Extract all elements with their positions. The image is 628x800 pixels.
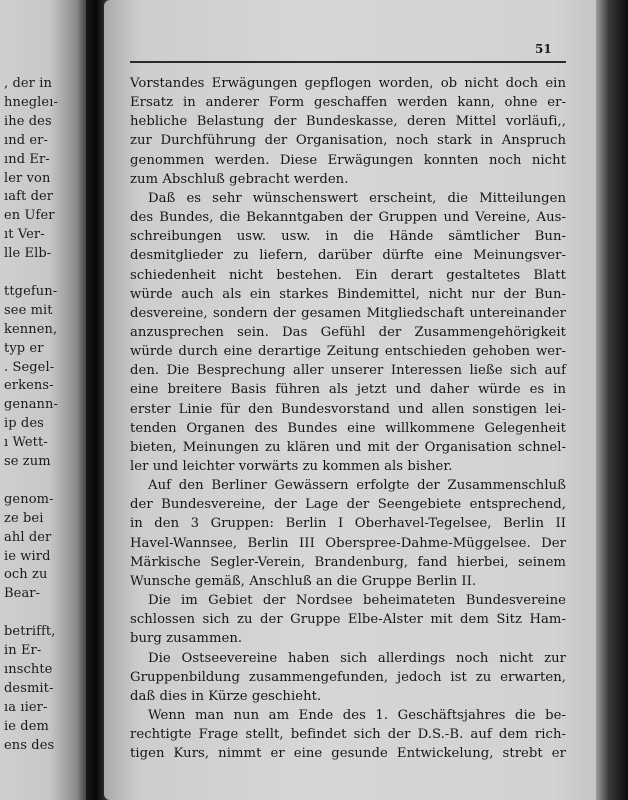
left-page-line: genom- bbox=[4, 491, 54, 507]
left-page-line: ıt Ver- bbox=[4, 227, 45, 243]
left-page-line: ınschte bbox=[4, 661, 53, 677]
text-line: in den 3 Gruppen: Berlin I Oberhavel-Tegelsee, Berlin II bbox=[130, 516, 566, 532]
left-page-line: ıaft der bbox=[4, 189, 54, 205]
left-page-line: ip des bbox=[4, 416, 44, 432]
text-line: desvereine, sondern der gesamen Mitgliedschaft untereinander bbox=[130, 305, 566, 321]
text-line: erster Linie für den Bundesvorstand und allen sonstigen lei- bbox=[130, 401, 566, 417]
text-line: Die im Gebiet der Nordsee beheimateten Bundesvereine bbox=[148, 593, 566, 609]
left-page-line: se zum bbox=[4, 454, 51, 469]
left-page-line: ihe des bbox=[4, 113, 52, 129]
text-line: Wunsche gemäß, Anschluß an die Gruppe Berlin II. bbox=[130, 573, 477, 589]
left-page-line: in Er- bbox=[4, 643, 42, 658]
left-page-line: genann- bbox=[4, 397, 58, 413]
left-page-line: Bear- bbox=[4, 586, 41, 602]
left-page-line: ie wird bbox=[4, 548, 51, 564]
text-line: der Bundesvereine, der Lage der Seengebiete entsprechend, bbox=[130, 497, 566, 513]
left-page-line: desmit- bbox=[4, 680, 54, 696]
text-line: Gruppenbildung zusammengefunden, jedoch ist zu erwarten, bbox=[130, 669, 566, 685]
left-page-line: en Ufer bbox=[4, 208, 55, 224]
text-line: eine breitere Basis führen als jetzt und daher würde es in bbox=[130, 382, 566, 398]
text-line: zur Durchführung der Organisation, noch stark in Anspruch bbox=[130, 133, 566, 149]
left-page-line: kennen, bbox=[4, 321, 58, 337]
left-page-line: och zu bbox=[4, 567, 48, 583]
text-line: bieten, Meinungen zu klären und mit der Organisation schnel- bbox=[130, 439, 566, 455]
left-page-line: hnegleı- bbox=[4, 94, 58, 110]
text-line: hebliche Belastung der Bundeskasse, deren Mittel vorläufi,, bbox=[130, 114, 566, 130]
text-line: den. Die Besprechung aller unserer Interessen ließe sich auf bbox=[130, 363, 566, 379]
left-page-line: ttgefun- bbox=[4, 283, 58, 299]
text-line: Ersatz in anderer Form geschaffen werden kann, ohne er- bbox=[130, 95, 566, 111]
text-line: schlossen sich zu der Gruppe Elbe-Alster mit dem Sitz Ham- bbox=[130, 612, 566, 628]
text-line: würde durch eine derartige Zeitung entschieden gehoben wer- bbox=[130, 344, 566, 360]
text-line: tigen Kurs, nimmt er eine gesunde Entwickelung, strebt er bbox=[130, 746, 566, 762]
left-page-line: ınd er- bbox=[4, 132, 48, 148]
text-line: würde auch als ein starkes Bindemittel, nicht nur der Bun- bbox=[130, 286, 566, 302]
left-page-line: ahl der bbox=[4, 529, 52, 545]
left-page-line: ı Wett- bbox=[4, 435, 48, 451]
text-line: Märkische Segler-Verein, Brandenburg, fand hierbei, seinem bbox=[130, 554, 566, 570]
text-line: des Bundes, die Bekanntgaben der Gruppen und Vereine, Aus- bbox=[130, 210, 566, 226]
left-page-line: ie dem bbox=[4, 718, 49, 734]
text-line: tenden Organen des Bundes eine willkommene Gelegenheit bbox=[130, 420, 566, 436]
text-line: Auf den Berliner Gewässern erfolgte der Zusammenschluß bbox=[148, 478, 566, 494]
left-page-line: erkens- bbox=[4, 378, 54, 394]
text-line: Wenn man nun am Ende des 1. Geschäftsjahres die be- bbox=[148, 707, 566, 723]
text-line: schreibungen usw. usw. in die Hände sämtlicher Bun- bbox=[130, 229, 566, 245]
page-edge-shadow bbox=[596, 0, 628, 800]
text-line: ler und leichter vorwärts zu kommen als bisher. bbox=[130, 459, 453, 474]
left-page-line: lle Elb- bbox=[4, 246, 52, 262]
left-page-line: betrifft, bbox=[4, 624, 56, 640]
left-page-line: , der in bbox=[4, 76, 52, 91]
text-line: zum Abschluß gebracht werden. bbox=[130, 171, 349, 187]
text-line: Havel-Wannsee, Berlin III Oberspree-Dahme-Müggelsee. Der bbox=[130, 535, 566, 551]
left-page-line: see mit bbox=[4, 302, 53, 318]
left-page-line: ıa ıier- bbox=[4, 699, 48, 715]
left-page-line: ens des bbox=[4, 737, 55, 753]
text-line: Daß es sehr wünschenswert erscheint, die Mitteilungen bbox=[148, 190, 566, 206]
text-line: schiedenheit nicht bestehen. Ein derart gestaltetes Blatt bbox=[130, 267, 566, 283]
left-page-line: ınd Er- bbox=[4, 151, 50, 167]
text-line: Vorstandes Erwägungen gepflogen worden, ob nicht doch ein bbox=[130, 76, 566, 91]
left-page-line: ler von bbox=[4, 170, 51, 186]
text-line: daß dies in Kürze geschieht. bbox=[130, 688, 322, 704]
text-line: Die Ostseevereine haben sich allerdings noch nicht zur bbox=[148, 650, 566, 666]
text-line: desmitglieder zu liefern, darüber dürfte eine Meinungsver- bbox=[130, 248, 566, 264]
text-line: rechtigte Frage stellt, befindet sich der D.S.-B. auf dem rich- bbox=[130, 727, 566, 743]
text-line: anzusprechen sein. Das Gefühl der Zusammengehörigkeit bbox=[130, 324, 566, 340]
left-page-line: ze bei bbox=[4, 510, 44, 526]
left-page bbox=[0, 0, 90, 800]
left-page-line: typ er bbox=[4, 340, 44, 356]
page-number: 51 bbox=[535, 42, 552, 56]
text-line: burg zusammen. bbox=[130, 631, 243, 647]
left-page-line: . Segel- bbox=[4, 359, 55, 375]
text-line: genommen werden. Diese Erwägungen konnten noch nicht bbox=[130, 152, 566, 168]
header-rule bbox=[130, 61, 566, 63]
